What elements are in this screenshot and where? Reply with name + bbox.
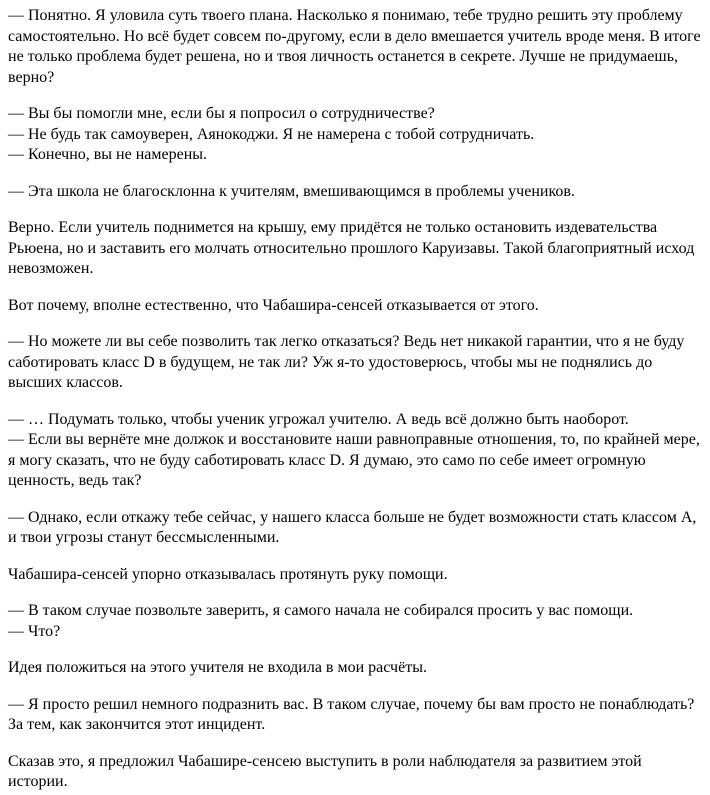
paragraph: Сказав это, я предложил Чабашире-сенсею выступить в роли наблюдателя за развитием этой истории.: [8, 752, 642, 790]
paragraph: — Я просто решил немного подразнить вас. В таком случае, почему бы вам просто не понаблюдать? За тем, как закончится этот инцидент.: [8, 695, 695, 733]
paragraph: — … Подумать только, чтобы ученик угрожал учителю. А ведь всё должно быть наоборот. — Если вы вернёте мне должок и восстановите наши равноправные отношения, то, по крайней мере, я могу сказать, что не буду саботировать класс D. Я думаю, это само по себе имеет огромную ценность, ведь так?: [8, 410, 700, 489]
paragraph: — Однако, если откажу тебе сейчас, у нашего класса больше не будет возможности стать классом А, и твои угрозы станут бессмысленными.: [8, 508, 697, 546]
paragraph: — Вы бы помогли мне, если бы я попросил о сотрудничестве? — Не будь так самоуверен, Аянокоджи. Я не намерена с тобой сотрудничать. — Конечно, вы не намерены.: [8, 105, 535, 163]
paragraph: — Но можете ли вы себе позволить так легко отказаться? Ведь нет никакой гарантии, что я не буду саботировать класс D в будущем, не так ли? Уж я-то удостоверюсь, чтобы мы не поднялись до высших классов.: [8, 333, 685, 391]
paragraph: Верно. Если учитель поднимется на крышу, ему придётся не только остановить издевательства Рьюена, но и заставить его молчать относительно прошлого Каруизавы. Такой благоприятный исход невозможен.: [8, 219, 695, 277]
paragraph: — В таком случае позвольте заверить, я самого начала не собирался просить у вас помощи. — Что?: [8, 602, 634, 640]
paragraph: Чабашира-сенсей упорно отказывалась протянуть руку помощи.: [8, 565, 448, 583]
paragraph: Идея положиться на этого учителя не входила в мои расчёты.: [8, 659, 427, 676]
paragraph: Вот почему, вполне естественно, что Чабашира-сенсей отказывается от этого.: [8, 296, 539, 314]
paragraph: — Эта школа не благосклонна к учителям, вмешивающимся в проблемы учеников.: [8, 182, 575, 200]
paragraph: — Понятно. Я уловила суть твоего плана. Насколько я понимаю, тебе трудно решить эту проблему самостоятельно. Но всё будет совсем по-другому, если в дело вмешается учитель вроде меня. В итоге не только проблема будет решена, но и твоя личность останется в секрете. Лучше не придумаешь, верно?: [8, 7, 701, 86]
